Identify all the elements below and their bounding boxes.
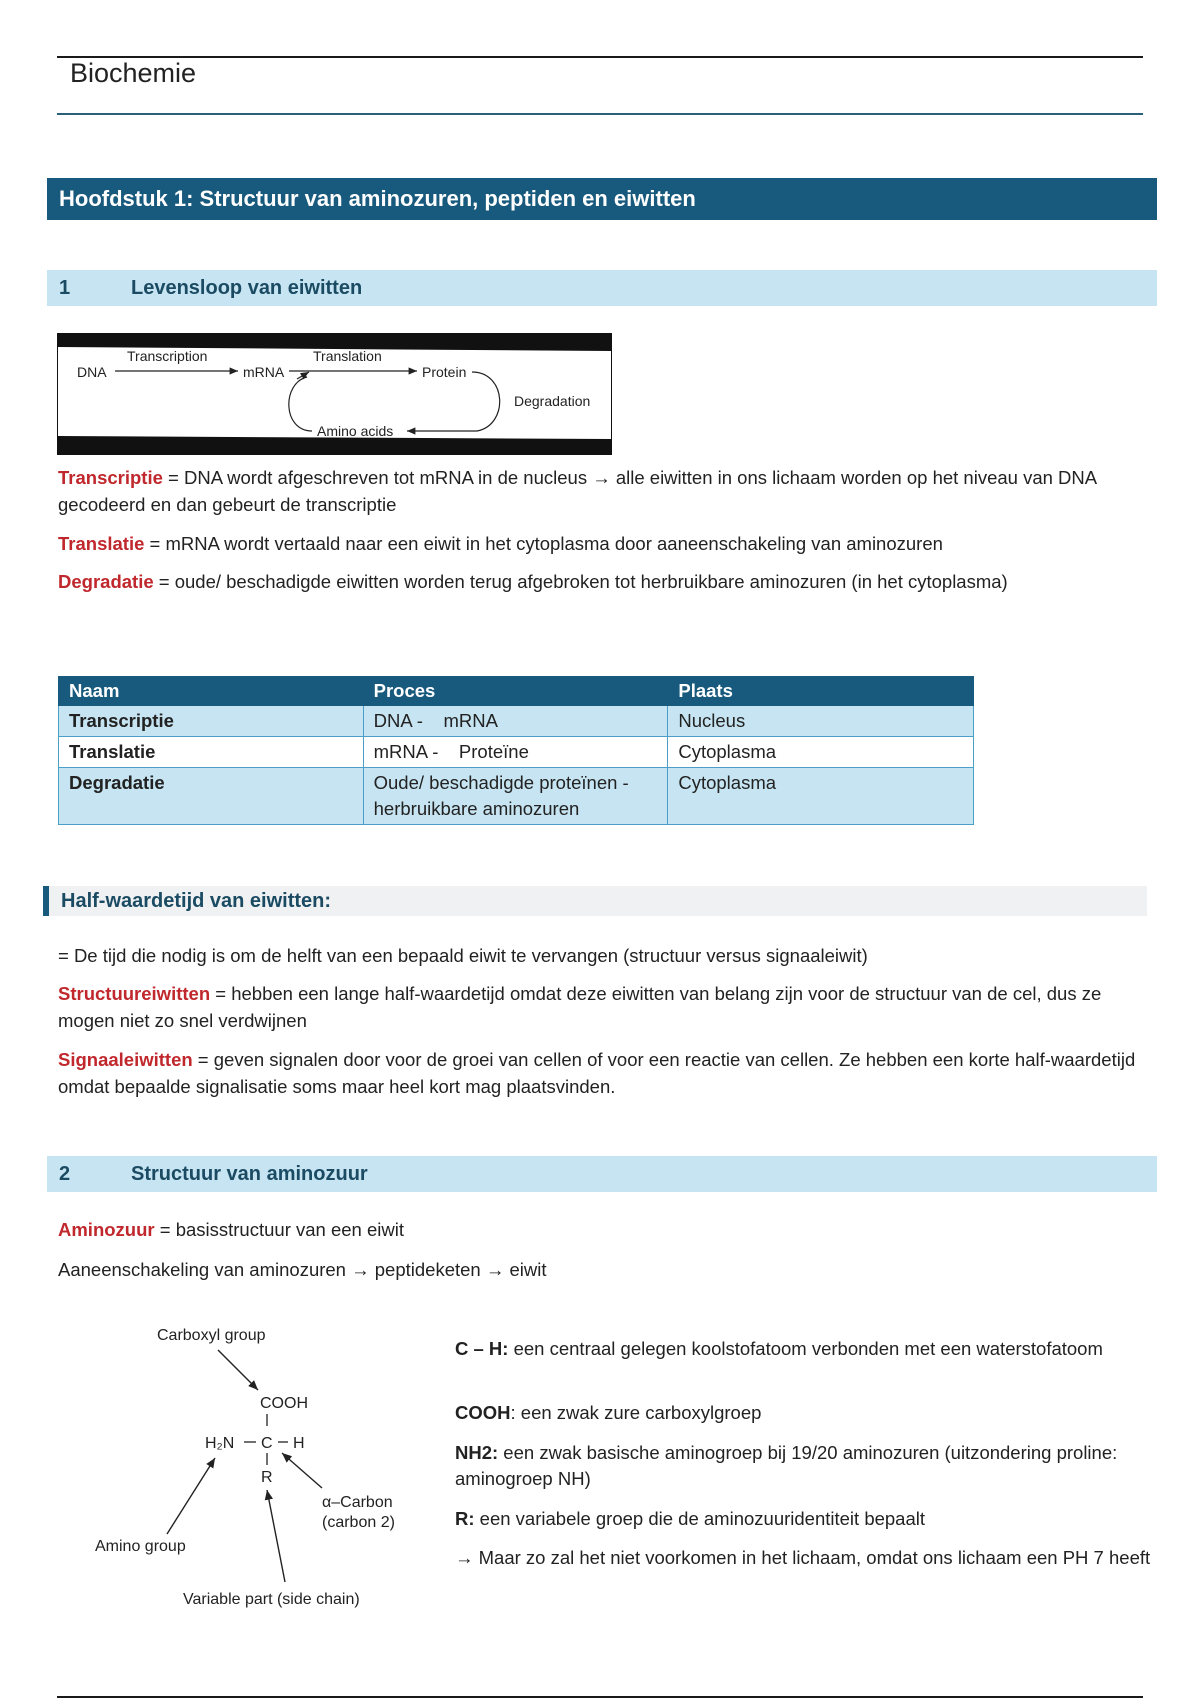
- definition-signaaleiwitten: [58, 1046, 1148, 1100]
- definition-text: een centraal gelegen koolstofatoom verbonden met een waterstofatoom: [508, 1338, 1103, 1359]
- definition-transcriptie: [58, 464, 1148, 518]
- carboxyl-arrow: [218, 1350, 258, 1390]
- alpha-carbon-label: α–Carbon: [322, 1494, 393, 1511]
- carboxyl-group-label: Carboxyl group: [157, 1327, 266, 1344]
- term: Degradatie: [58, 571, 154, 592]
- amino-group-arrow: [167, 1458, 215, 1534]
- definition-text: : een zwak zure carboxylgroep: [510, 1402, 762, 1423]
- top-rule: [57, 56, 1143, 58]
- table-row: [59, 737, 974, 768]
- definition-text: = DNA wordt afgeschreven tot mRNA in de nucleus → alle eiwitten in ons lichaam worden op het niveau van DNA gecodeerd en dan gebeurt de transcriptie: [58, 467, 1097, 515]
- definition-degradatie: [58, 568, 1148, 595]
- component-r: [455, 1506, 1155, 1532]
- side-chain-label: Variable part (side chain): [183, 1591, 360, 1608]
- table-header: Plaats: [668, 677, 974, 706]
- component-ch: [455, 1336, 1155, 1362]
- definition-aminozuur: [58, 1216, 1148, 1243]
- header-rule: [57, 113, 1143, 115]
- definition-text: = mRNA wordt vertaald naar een eiwit in het cytoplasma door aaneenschakeling van aminozuren: [144, 533, 943, 554]
- definition-structuureiwitten: [58, 980, 1148, 1034]
- table-cell: DNA - mRNA: [363, 706, 668, 737]
- component-nh2: [455, 1440, 1155, 1492]
- carbon2-label: (carbon 2): [322, 1514, 395, 1531]
- definition-text: een zwak basische aminogroep bij 19/20 aminozuren (uitzondering proline: aminogroep NH): [455, 1442, 1118, 1489]
- term: R:: [455, 1508, 475, 1529]
- table-cell: mRNA - Proteïne: [363, 737, 668, 768]
- amino-acids-label: Amino acids: [317, 423, 394, 439]
- dna-label: DNA: [77, 364, 107, 380]
- protein-label: Protein: [422, 364, 467, 380]
- r-label: R: [261, 1469, 273, 1486]
- table-cell: Oude/ beschadigde proteïnen - herbruikbare aminozuren: [363, 768, 668, 825]
- amino-group-label: Amino group: [95, 1538, 186, 1555]
- section-title: Levensloop van eiwitten: [131, 277, 363, 299]
- definition-text: = oude/ beschadigde eiwitten worden terug afgebroken tot herbruikbare aminozuren (in het cytoplasma): [153, 571, 1008, 592]
- definition-text: = hebben een lange half-waardetijd omdat deze eiwitten van belang zijn voor de structuur van de cel, dus ze mogen niet zo snel verdwijnen: [58, 983, 1102, 1031]
- h-label: H: [293, 1435, 305, 1452]
- table-header: Naam: [59, 677, 364, 706]
- table-cell: Translatie: [59, 737, 364, 768]
- definition-text: = geven signalen door voor de groei van cellen of voor een reactie van cellen. Ze hebben een korte half-waardetijd omdat bepaalde signalisatie soms maar heel kort mag plaatsvinden.: [58, 1049, 1136, 1097]
- section-heading-2: [47, 1156, 1157, 1192]
- bottom-rule: [57, 1696, 1143, 1698]
- side-chain-arrow: [267, 1490, 285, 1582]
- amino-acid-structure-diagram: [60, 1310, 440, 1610]
- table-row: [59, 706, 974, 737]
- halflife-heading: Half-waardetijd van eiwitten:: [43, 886, 1147, 916]
- amino-chain-text: Aaneenschakeling van aminozuren → peptideketen → eiwit: [58, 1259, 547, 1280]
- table-cell: Transcriptie: [59, 706, 364, 737]
- mrna-label: mRNA: [243, 364, 285, 380]
- term: Transcriptie: [58, 467, 163, 488]
- table-header: Proces: [363, 677, 668, 706]
- definition-translatie: [58, 530, 1148, 557]
- definition-text: een variabele groep die de aminozuuridentiteit bepaalt: [474, 1508, 926, 1529]
- section-number: 1: [59, 277, 71, 299]
- translation-label: Translation: [313, 348, 382, 364]
- term: Translatie: [58, 533, 145, 554]
- table-cell: Cytoplasma: [668, 768, 974, 825]
- table-header-row: [59, 677, 974, 706]
- definition-text: = basisstructuur van een eiwit: [154, 1219, 404, 1240]
- degradation-label: Degradation: [514, 393, 591, 409]
- section-title: Structuur van aminozuur: [131, 1163, 368, 1185]
- protein-lifecycle-diagram: [57, 333, 612, 455]
- document-title: Biochemie: [70, 58, 197, 88]
- alpha-carbon-arrow: [282, 1453, 322, 1488]
- h2n-label: H₂N: [205, 1435, 235, 1452]
- section-number: 2: [59, 1163, 71, 1185]
- term: Structuureiwitten: [58, 983, 211, 1004]
- term: Aminozuur: [58, 1219, 155, 1240]
- table-cell: Cytoplasma: [668, 737, 974, 768]
- term: COOH: [455, 1402, 511, 1423]
- component-note: [455, 1545, 1155, 1571]
- table-cell: Nucleus: [668, 706, 974, 737]
- definition-text: → Maar zo zal het niet voorkomen in het lichaam, omdat ons lichaam een PH 7 heeft: [455, 1547, 1151, 1568]
- table-row: [59, 768, 974, 825]
- process-table: [58, 676, 974, 825]
- table-cell: Degradatie: [59, 768, 364, 825]
- alpha-c-label: C: [261, 1435, 273, 1452]
- transcription-label: Transcription: [127, 348, 208, 364]
- halflife-intro: = De tijd die nodig is om de helft van een bepaald eiwit te vervangen (structuur versus signaaleiwit): [58, 945, 868, 966]
- component-cooh: [455, 1400, 1155, 1426]
- term: NH2:: [455, 1442, 499, 1463]
- cooh-label: COOH: [260, 1395, 308, 1412]
- section-heading-1: [47, 270, 1157, 306]
- term: Signaaleiwitten: [58, 1049, 193, 1070]
- term: C – H:: [455, 1338, 509, 1359]
- chapter-heading: Hoofdstuk 1: Structuur van aminozuren, peptiden en eiwitten: [47, 178, 1157, 220]
